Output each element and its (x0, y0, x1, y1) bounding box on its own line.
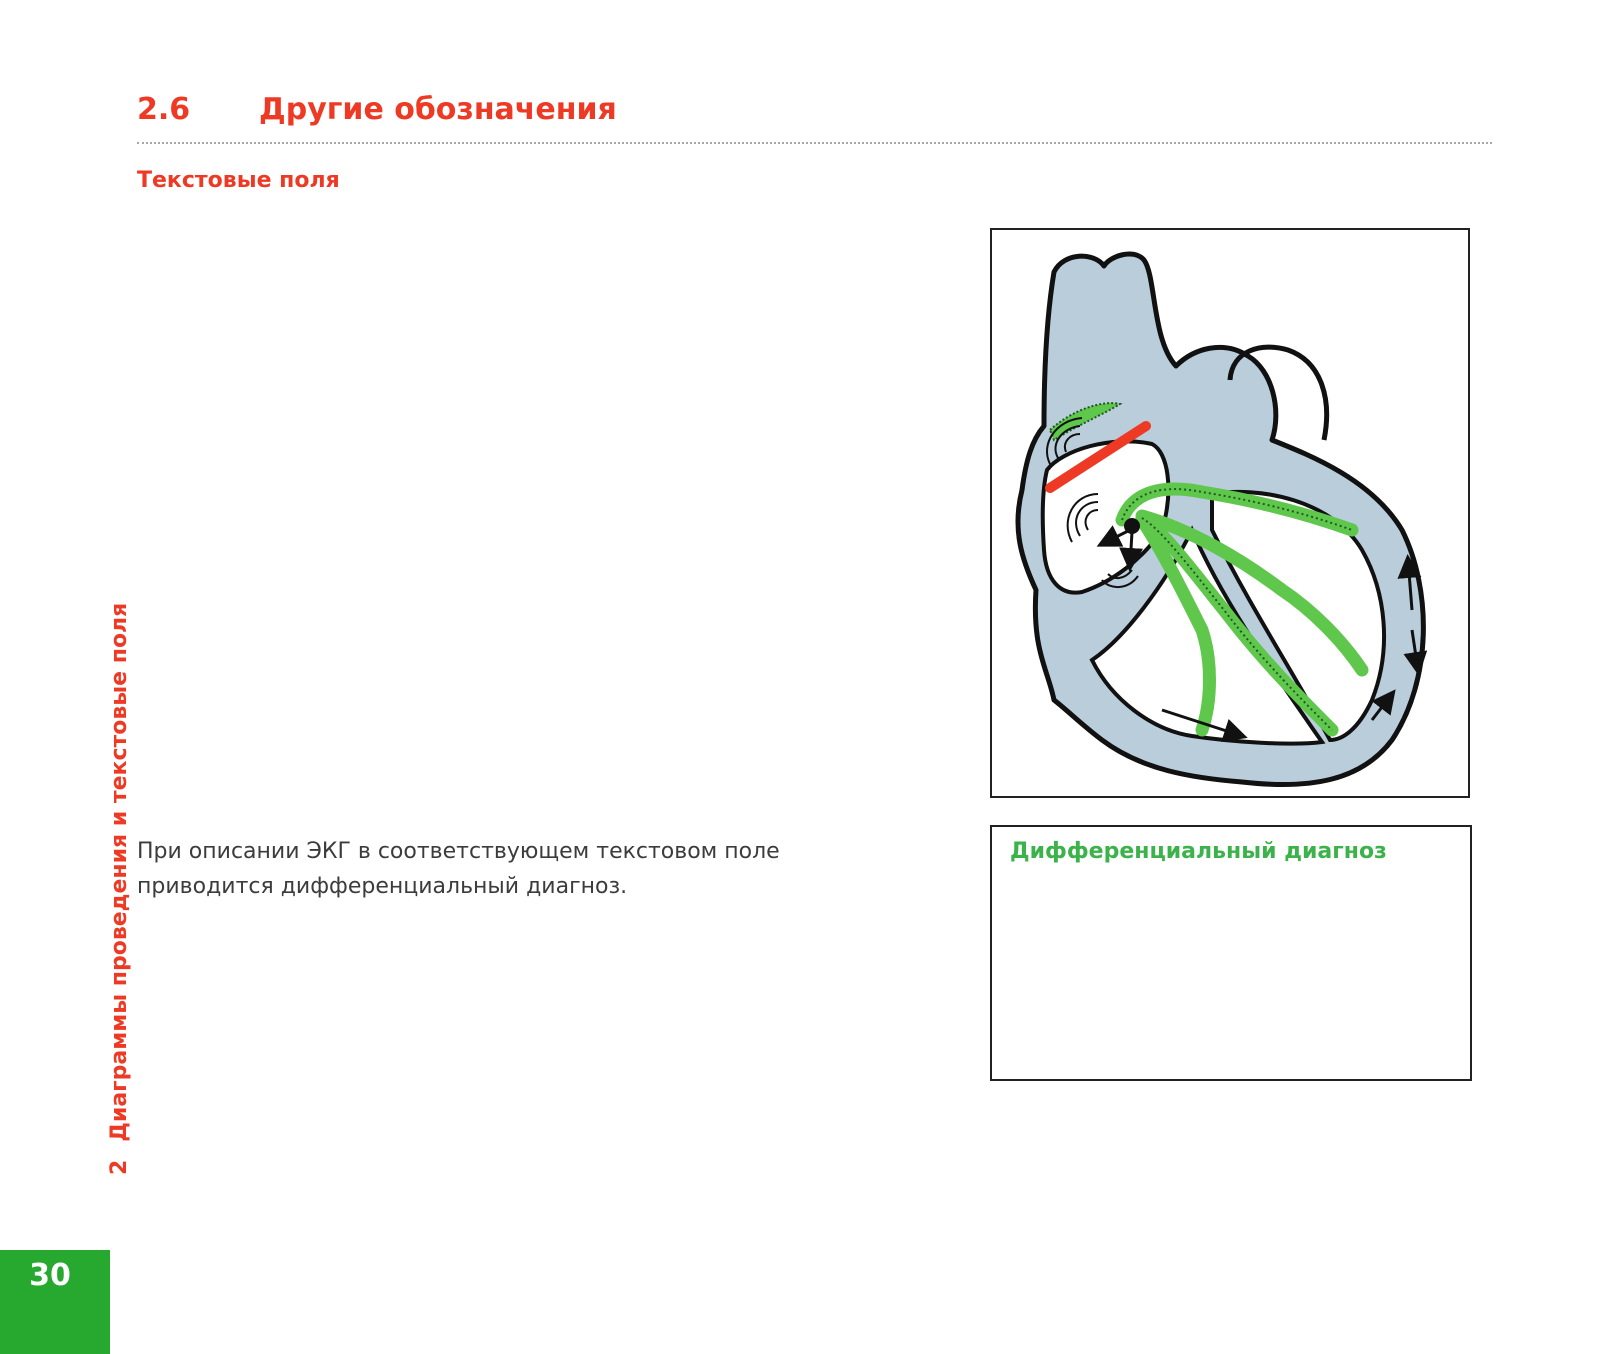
description-text: При описании ЭКГ в соответствующем текстовом поле приводится дифференциальный диагноз. (137, 839, 780, 899)
section-title: Другие обозначения (259, 92, 617, 127)
chapter-title: Диаграммы проведения и текстовые поля (107, 602, 132, 1142)
differential-diagnosis-field[interactable] (990, 825, 1472, 1081)
section-heading (137, 92, 617, 127)
page-number: 30 (29, 1258, 71, 1293)
heading-divider (137, 142, 1492, 144)
differential-diagnosis-title: Дифференциальный диагноз (1010, 839, 1387, 864)
chapter-side-title (107, 603, 132, 1175)
subsection-title: Текстовые поля (137, 168, 340, 193)
heart-illustration (992, 230, 1468, 796)
page-number-tab (0, 1250, 110, 1354)
section-number: 2.6 (137, 92, 191, 127)
impulse-arrow (1130, 532, 1132, 566)
heart-conduction-diagram (990, 228, 1470, 798)
chapter-number: 2 (107, 1159, 132, 1175)
